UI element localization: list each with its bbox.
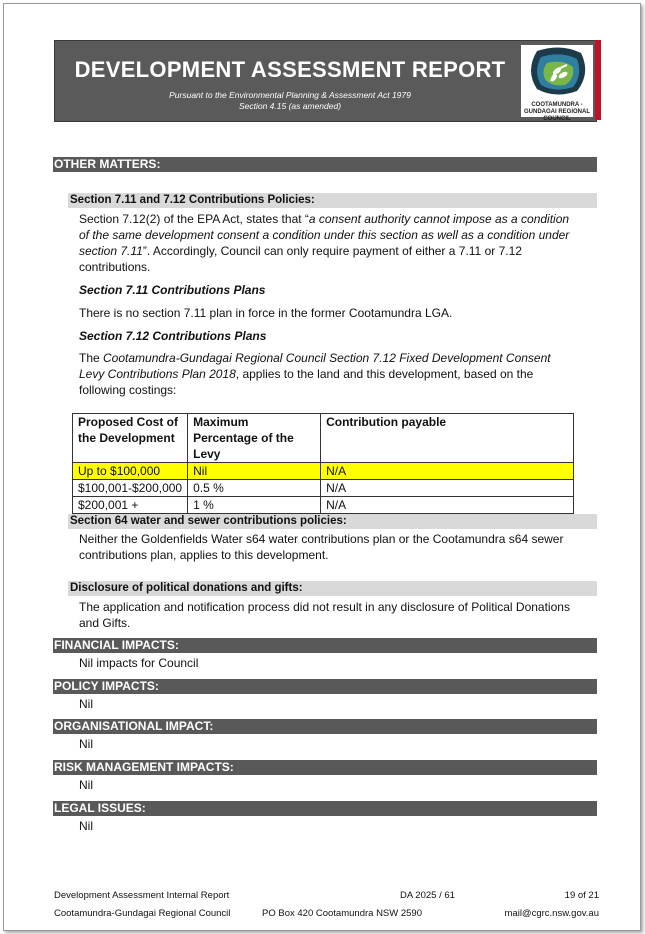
footer-council: Cootamundra-Gundagai Regional Council [54, 908, 231, 919]
report-subtitle-section: Section 4.15 (as amended) [238, 101, 342, 111]
levy-cell: $100,001-$200,000 [73, 480, 188, 497]
levy-cell: 1 % [188, 497, 321, 514]
section-text-risk: Nil [79, 778, 93, 792]
section-heading-other-matters: OTHER MATTERS: [53, 157, 597, 172]
paragraph-epa-act-end: ”. Accordingly, Council can only require payment of either a 7.11 or 7.12 contributions. [79, 244, 522, 274]
section-text-financial: Nil impacts for Council [79, 656, 199, 670]
banner-accent [595, 40, 601, 120]
section-heading-policy: POLICY IMPACTS: [53, 679, 597, 694]
levy-table-header-row [73, 414, 574, 463]
paragraph-epa-act [79, 211, 579, 275]
paragraph-donations: The application and notification process did not result in any disclosure of Political Donations and Gifts. [79, 600, 570, 630]
levy-header-cost: Proposed Cost of the Development [73, 414, 188, 463]
subheading-contributions: Section 7.11 and 7.12 Contributions Policies: [68, 193, 597, 208]
levy-cell: N/A [321, 497, 574, 514]
section-heading-legal: LEGAL ISSUES: [53, 801, 597, 816]
footer-address: PO Box 420 Cootamundra NSW 2590 [262, 908, 423, 919]
levy-table [72, 413, 574, 514]
levy-cell: Nil [188, 463, 321, 480]
subheading-s64: Section 64 water and sewer contributions policies: [68, 514, 597, 529]
levy-cell: Up to $100,000 [73, 463, 188, 480]
table-row [73, 463, 574, 480]
council-logo [521, 45, 593, 122]
section-heading-financial: FINANCIAL IMPACTS: [53, 638, 597, 653]
footer-email[interactable]: mail@cgrc.nsw.gov.au [504, 908, 599, 919]
heading-712: Section 7.12 Contributions Plans [79, 329, 267, 343]
subheading-donations: Disclosure of political donations and gifts: [68, 581, 597, 596]
section-text-organisational: Nil [79, 737, 93, 751]
footer-da-number: DA 2025 / 61 [400, 890, 455, 901]
table-row [73, 480, 574, 497]
paragraph-epa-act-start: Section 7.12(2) of the EPA Act, states that “ [79, 212, 309, 226]
levy-header-contribution: Contribution payable [321, 414, 574, 463]
paragraph-712 [79, 350, 579, 398]
paragraph-712-plan-name: Cootamundra-Gundagai Regional Council Section 7.12 Fixed Development Consent Levy Contributions Plan 2018 [79, 351, 551, 381]
levy-cell: N/A [321, 463, 574, 480]
paragraph-712-start: The [79, 351, 104, 365]
section-text-policy: Nil [79, 697, 93, 711]
footer-page-number: 19 of 21 [564, 890, 599, 901]
levy-cell: N/A [321, 480, 574, 497]
report-subtitle-act: Pursuant to the Environmental Planning & Assessment Act 1979 [169, 90, 411, 100]
heading-711: Section 7.11 Contributions Plans [79, 283, 266, 297]
paragraph-711: There is no section 7.11 plan in force in the former Cootamundra LGA. [79, 306, 453, 320]
council-logo-caption: COOTAMUNDRA - GUNDAGAI REGIONAL COUNCIL [524, 102, 590, 122]
report-title: DEVELOPMENT ASSESSMENT REPORT [74, 57, 506, 82]
section-text-legal: Nil [79, 819, 93, 833]
paragraph-s64: Neither the Goldenfields Water s64 water contributions plan or the Cootamundra s64 sewer contributions plan, applies to this development. [79, 532, 564, 562]
paragraph-712-end: , applies to the land and this development, based on the following costings: [79, 367, 534, 397]
paragraph-epa-act-quote: a consent authority cannot impose as a condition of the same development consent a condition under this section as well as a condition under section 7.11 [79, 212, 570, 258]
section-heading-organisational: ORGANISATIONAL IMPACT: [53, 719, 597, 734]
footer-report-name: Development Assessment Internal Report [54, 890, 230, 901]
table-row [73, 497, 574, 514]
council-logo-icon [521, 45, 593, 101]
levy-cell: 0.5 % [188, 480, 321, 497]
levy-header-percentage: Maximum Percentage of the Levy [188, 414, 321, 463]
report-banner [54, 40, 597, 122]
levy-cell: $200,001 + [73, 497, 188, 514]
section-heading-risk: RISK MANAGEMENT IMPACTS: [53, 760, 597, 775]
